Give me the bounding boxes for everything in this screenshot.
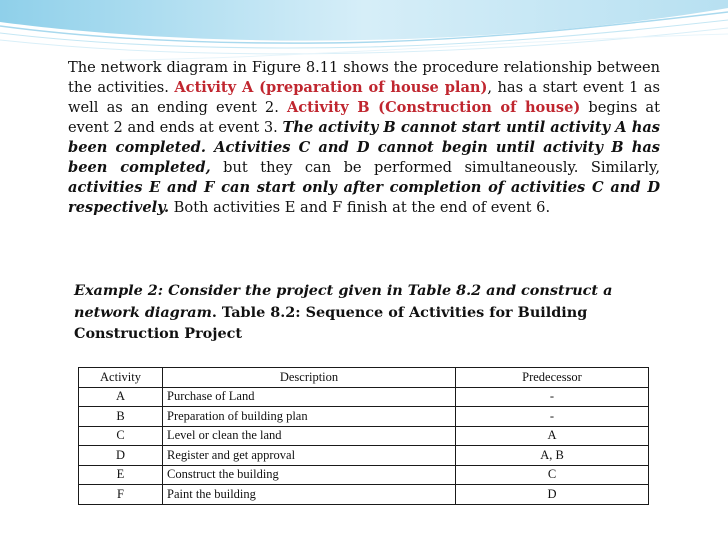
cell-description: Construct the building <box>163 465 456 485</box>
cell-description: Level or clean the land <box>163 426 456 446</box>
cell-description: Preparation of building plan <box>163 407 456 427</box>
table-row <box>79 407 649 427</box>
para-text-1: The network diagram in Figure 8.11 shows the procedure relationship between the activities. <box>68 59 660 96</box>
table-row <box>79 446 649 466</box>
cell-activity: B <box>79 407 163 427</box>
cell-description: Register and get approval <box>163 446 456 466</box>
cell-predecessor: A, B <box>456 446 649 466</box>
cell-activity: C <box>79 426 163 446</box>
header-activity: Activity <box>79 368 163 388</box>
para-text-4: but they can be performed simultaneously. Similarly, <box>210 159 660 176</box>
activity-a-highlight: Activity A (preparation of house plan) <box>174 79 488 96</box>
cell-activity: D <box>79 446 163 466</box>
table-row <box>79 465 649 485</box>
activity-b-highlight: Activity B (Construction of house) <box>286 99 581 116</box>
example-table-caption: . Table 8.2: Sequence of Activities for Building Construction Project <box>74 303 588 342</box>
dependency-emphasis-1: The activity B cannot start until activity A has been completed. Activities C and D cannot begin until activity B has been completed, <box>68 119 661 176</box>
table-row <box>79 387 649 407</box>
cell-predecessor: D <box>456 485 649 505</box>
cell-description: Purchase of Land <box>163 387 456 407</box>
cell-predecessor: - <box>456 407 649 427</box>
cell-predecessor: - <box>456 387 649 407</box>
dependency-emphasis-2: activities E and F can start only after completion of activities C and D respectively. <box>68 179 660 216</box>
cell-predecessor: A <box>456 426 649 446</box>
header-description: Description <box>163 368 456 388</box>
cell-predecessor: C <box>456 465 649 485</box>
cell-activity: E <box>79 465 163 485</box>
activity-sequence-table <box>78 367 649 505</box>
cell-activity: F <box>79 485 163 505</box>
para-text-5: Both activities E and F finish at the end of event 6. <box>169 199 551 216</box>
cell-activity: A <box>79 387 163 407</box>
header-predecessor: Predecessor <box>456 368 649 388</box>
cell-description: Paint the building <box>163 485 456 505</box>
example-heading <box>74 280 654 345</box>
table-row <box>79 426 649 446</box>
para-text-2: , has a start event 1 as well as an ending event 2. <box>68 79 661 116</box>
table-header-row <box>79 368 649 388</box>
table-row <box>79 485 649 505</box>
intro-paragraph <box>68 58 660 218</box>
para-text-3: begins at event 2 and ends at event 3. <box>68 99 660 136</box>
example-italic-text: Example 2: Consider the project given in Table 8.2 and construct a network diagram <box>74 282 613 321</box>
